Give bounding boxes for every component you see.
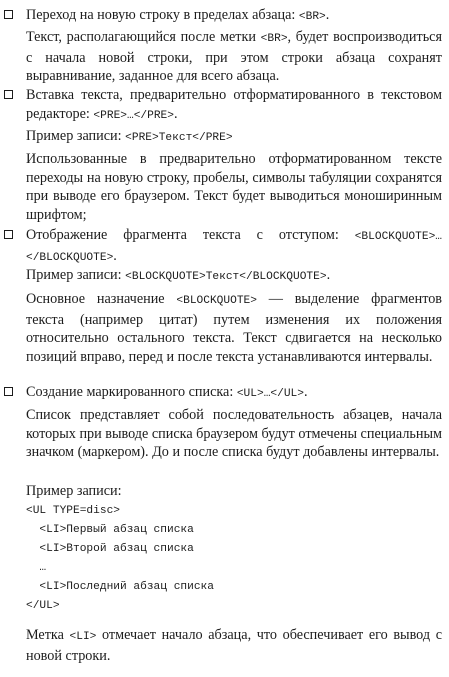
text: . <box>174 105 178 122</box>
code-line: <UL TYPE=disc> <box>26 505 120 517</box>
code-line: <LI>Последний абзац списка <box>26 581 214 593</box>
code-tag: <BLOCKQUOTE> <box>176 295 257 307</box>
code-line: </UL> <box>26 600 60 612</box>
text: Использованные в предварительно отформатированном тексте переходы на новую строку, пробелы, символы табуляции сохранятся при выводе его браузером. Текст будет выводиться моноширинным шрифтом; <box>26 151 442 223</box>
bullet-square-icon <box>4 10 13 19</box>
text: Переход на новую строку в пределах абзаца: <box>26 7 299 23</box>
bullet-text <box>26 226 442 267</box>
bullet-item-pre <box>4 86 442 125</box>
code-line: <LI>Второй абзац списка <box>26 543 194 555</box>
text: . <box>326 267 331 283</box>
text: Создание маркированного списка: <box>26 384 237 400</box>
paragraph-br-desc <box>26 28 442 86</box>
code-tag: <LI> <box>69 631 97 643</box>
paragraph-li-desc <box>26 626 442 665</box>
paragraph-blockquote-desc <box>26 290 442 366</box>
text: Список представляет собой последовательность абзацев, начала которых при выводе списка браузером будут отмечены специальным значком (маркером). До и после списка будут добавлены интервалы. <box>26 407 442 461</box>
paragraph-pre-desc <box>26 150 442 224</box>
text: . <box>303 384 308 400</box>
code-tag: <BLOCKQUOTE>Текст</BLOCKQUOTE> <box>125 271 327 283</box>
text: Вставка текста, предварительно отформатированного в текстовом редакторе: <box>26 87 442 122</box>
code-tag: <BR> <box>298 11 326 23</box>
paragraph-pre-example <box>26 127 442 148</box>
label: Пример записи: <box>26 483 122 499</box>
paragraph-blockquote-example <box>26 266 442 287</box>
code-tag: <BR> <box>260 33 288 45</box>
bullet-text <box>26 86 442 125</box>
text: . <box>113 247 117 264</box>
text: отмечает начало абзаца, что обеспечивает его вывод с новой строки. <box>26 627 442 664</box>
bullet-item-blockquote <box>4 226 442 267</box>
text: — выделение фрагментов текста (например цитат) путем изменения их положения относительно остального текста. Текст сдвигается на несколько позиций вправо, перед и после текста устанавливаются интервалы. <box>26 291 442 365</box>
bullet-text <box>26 6 442 27</box>
text: Основное назначение <box>26 291 177 307</box>
label: Пример записи: <box>26 267 126 283</box>
code-line: … <box>26 562 47 574</box>
bullet-square-icon <box>4 387 13 396</box>
label: Пример записи: <box>26 128 126 144</box>
bullet-text <box>26 383 442 404</box>
paragraph-ul-desc <box>26 406 442 462</box>
text: Текст, располагающийся после метки <box>26 29 261 45</box>
text: . <box>325 7 330 23</box>
code-tag: <PRE>…</PRE> <box>93 109 174 122</box>
text: , будет воспроизводиться с начала новой строки, при этом строки абзаца сохранят выравнивание, заданное для всего абзаца. <box>26 29 443 85</box>
bullet-square-icon <box>4 230 13 239</box>
code-tag: <UL>…</UL> <box>236 388 304 400</box>
bullet-square-icon <box>4 90 13 99</box>
code-line: <LI>Первый абзац списка <box>26 524 194 536</box>
paragraph-ul-example-label <box>26 482 442 501</box>
bullet-item-ul <box>4 383 442 404</box>
code-tag: <PRE>Текст</PRE> <box>125 132 233 144</box>
text: Метка <box>26 627 70 643</box>
bullet-item-br <box>4 6 442 27</box>
code-tag: <BLOCKQUOTE>… </BLOCKQUOTE> <box>26 231 442 264</box>
text: Отображение фрагмента текста с отступом: <box>26 227 355 243</box>
